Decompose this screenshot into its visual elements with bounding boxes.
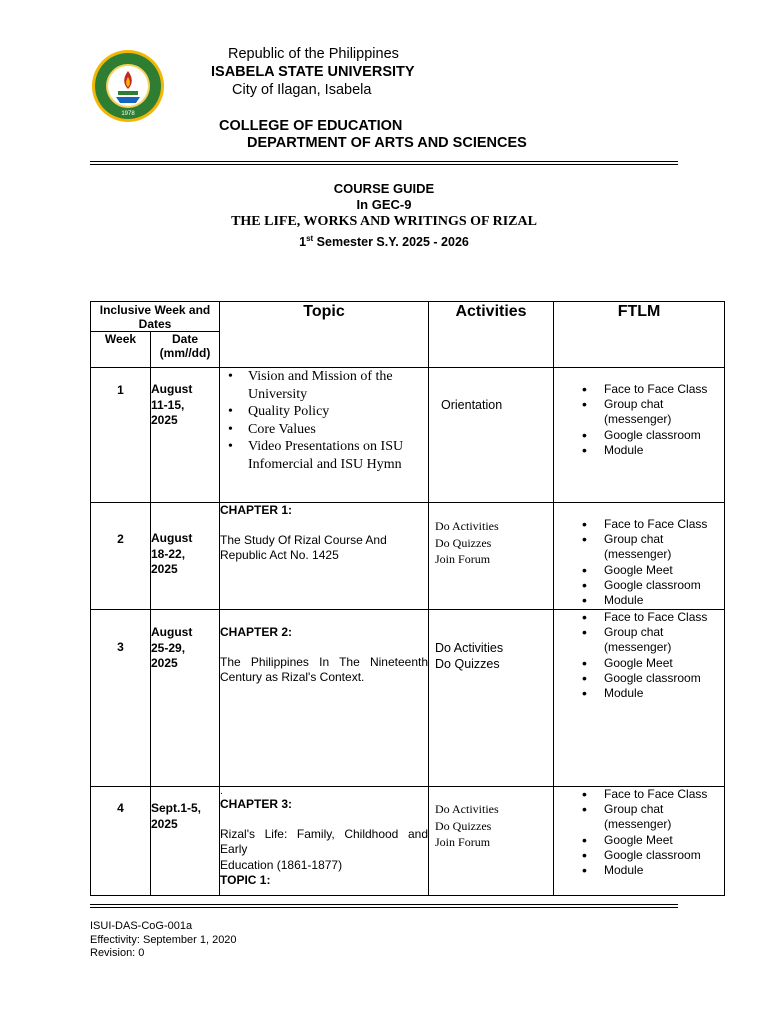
ftlm-list xyxy=(554,517,724,608)
list-item: • Google Meet xyxy=(554,833,724,848)
course-guide-table xyxy=(90,301,725,896)
document-code: ISUI-DAS-CoG-001a xyxy=(90,920,193,932)
activity-item: Join Forum xyxy=(435,552,491,566)
list-item: • Vision and Mission of the University xyxy=(220,368,428,403)
activity-item: Do Quizzes xyxy=(435,818,492,833)
list-item: • Module xyxy=(554,593,724,608)
list-item: • Core Values xyxy=(220,421,428,439)
header-week: Week xyxy=(91,332,151,368)
ftlm-list xyxy=(554,382,724,458)
topic-cell xyxy=(220,503,429,610)
college-name: COLLEGE OF EDUCATION xyxy=(219,118,403,134)
list-item: • Face to Face Class xyxy=(554,610,724,625)
table-row xyxy=(91,610,725,787)
week-number: 2 xyxy=(91,503,151,610)
table-row xyxy=(91,368,725,503)
topic-text-2: Education (1861-1877) xyxy=(220,857,343,872)
header-activities: Activities xyxy=(429,302,554,368)
week-number: 3 xyxy=(91,610,151,787)
ftlm-cell xyxy=(554,610,725,787)
activity-item: Do Quizzes xyxy=(435,535,492,550)
list-item: • Face to Face Class xyxy=(554,382,724,397)
week-date: August 18-22, 2025 xyxy=(151,503,220,610)
topic-list xyxy=(220,368,428,473)
activities-cell xyxy=(429,368,554,503)
university-seal xyxy=(91,49,165,123)
header-topic: Topic xyxy=(220,302,429,368)
header-ftlm: FTLM xyxy=(554,302,725,368)
ftlm-list xyxy=(554,610,724,701)
list-item: • Face to Face Class xyxy=(554,517,724,532)
week-date: August 11-15, 2025 xyxy=(151,368,220,503)
course-code: In GEC-9 xyxy=(356,197,412,212)
chapter-label: CHAPTER 2: xyxy=(220,625,293,639)
university-name: ISABELA STATE UNIVERSITY xyxy=(211,64,415,80)
activity-item: Do Activities xyxy=(435,641,504,655)
svg-text:1978: 1978 xyxy=(121,111,135,117)
document-footer xyxy=(90,920,237,961)
list-item: • Module xyxy=(554,863,724,878)
list-item: • Face to Face Class xyxy=(554,787,724,802)
ftlm-cell xyxy=(554,368,725,503)
list-item: • Google Meet xyxy=(554,656,724,671)
revision-number: Revision: 0 xyxy=(90,947,145,959)
activity-item: Orientation xyxy=(441,398,503,412)
list-item: • Group chat (messenger) xyxy=(554,532,724,562)
header-rule-top xyxy=(90,161,678,162)
list-item: • Quality Policy xyxy=(220,403,428,421)
activities-cell xyxy=(429,610,554,787)
header-inclusive-week: Inclusive Week and Dates xyxy=(91,302,220,332)
university-location: City of Ilagan, Isabela xyxy=(232,82,372,98)
header-rule-bottom xyxy=(90,164,678,165)
list-item: • Module xyxy=(554,686,724,701)
activities-cell xyxy=(429,503,554,610)
week-date: August 25-29, 2025 xyxy=(151,610,220,787)
ftlm-list xyxy=(554,787,724,878)
republic-line: Republic of the Philippines xyxy=(228,46,399,62)
chapter-label: CHAPTER 3: xyxy=(220,797,293,811)
table-row xyxy=(91,787,725,896)
topic-cell xyxy=(220,787,429,896)
week-number: 1 xyxy=(91,368,151,503)
activity-item: Do Quizzes xyxy=(435,656,500,671)
week-date: Sept.1-5, 2025 xyxy=(151,787,220,896)
effectivity-date: Effectivity: September 1, 2020 xyxy=(90,933,237,946)
stray-dot: . xyxy=(220,786,223,797)
list-item: • Google Meet xyxy=(554,563,724,578)
topic-text: The Study Of Rizal Course And Republic Act No. 1425 xyxy=(220,532,387,562)
ftlm-cell xyxy=(554,503,725,610)
list-item: • Video Presentations on ISU Infomercial and ISU Hymn xyxy=(220,438,428,473)
activity-item: Join Forum xyxy=(435,835,491,849)
chapter-label: CHAPTER 1: xyxy=(220,503,293,517)
list-item: • Google classroom xyxy=(554,671,724,686)
activities-cell xyxy=(429,787,554,896)
course-guide-title: COURSE GUIDE xyxy=(333,181,435,196)
topic-cell xyxy=(220,368,429,503)
topic-label: TOPIC 1: xyxy=(220,873,271,887)
course-title: THE LIFE, WORKS AND WRITINGS OF RIZAL xyxy=(231,214,537,229)
activity-item: Do Activities xyxy=(435,519,499,533)
list-item: • Group chat (messenger) xyxy=(554,397,724,427)
list-item: • Module xyxy=(554,443,724,458)
topic-cell xyxy=(220,610,429,787)
week-number: 4 xyxy=(91,787,151,896)
activity-item: Do Activities xyxy=(435,802,499,816)
ftlm-cell xyxy=(554,787,725,896)
table-row xyxy=(91,503,725,610)
list-item: • Google classroom xyxy=(554,848,724,863)
list-item: • Google classroom xyxy=(554,428,724,443)
list-item: • Group chat (messenger) xyxy=(554,625,724,655)
footer-rule-top xyxy=(90,904,678,905)
list-item: • Group chat (messenger) xyxy=(554,802,724,832)
department-name: DEPARTMENT OF ARTS AND SCIENCES xyxy=(247,135,527,151)
list-item: • Google classroom xyxy=(554,578,724,593)
topic-text: The Philippines In The Nineteenth Century as Rizal's Context. xyxy=(220,654,429,684)
semester-line: 1st Semester S.Y. 2025 - 2026 xyxy=(299,234,469,250)
topic-text: Rizal's Life: Family, Childhood and Early xyxy=(220,826,429,856)
header-date: Date (mm//dd) xyxy=(151,332,220,368)
footer-rule-bottom xyxy=(90,907,678,908)
